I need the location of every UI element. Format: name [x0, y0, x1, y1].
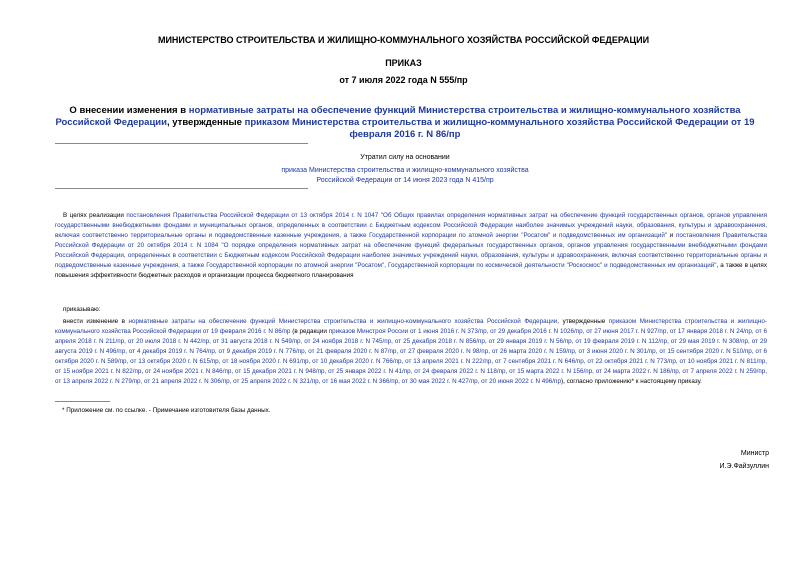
amendments-link[interactable]: приказов Минстроя России от 1 июня 2016 г. N 373/пр, от 29 декабря 2016 г. N 1026/пр, от 27 июня 2017 г. N 927/пр, от 17 января 2018 г. N 24/пр, от 6 апреля 2018 г. N 211/пр, от 20 июля 2018 г. N 442/пр, от 31 августа 2018 г. N 549/пр, от 24 ноября 2018 г. N 745/пр, от 25 декабря 2018 г. N 856/пр, от 29 января 2019 г. N 56/пр, от 19 февраля 2019 г. N 112/пр, от 29 мая 2019 г. N 308/пр, от 29 августа 2019 г. N 496/пр, от 4 декабря 2019 г. N 764/пр, от 9 декабря 2019 г. N 776/пр, от 21 февраля 2020 г. N 87/пр, от 27 февраля 2020 г. N 98/пр, от 26 марта 2020 г. N 159/пр, от 3 июня 2020 г. N 301/пр, от 15 сентября 2020 г. N 510/пр, от 6 октября 2020 г. N 589/пр, от 13 октября 2020 г. N 615/пр, от 18 ноября 2020 г. N 691/пр, от 10 декабря 2020 г. N 766/пр, от 13 апреля 2021 г. N 222/пр, от 7 сентября 2021 г. N 646/пр, от 22 октября 2021 г. N 773/пр, от 10 ноября 2021 г. N 811/пр, от 15 ноября 2021 г. N 822/пр, от 24 ноября 2021 г. N 846/пр, от 15 декабря 2021 г. N 948/пр, от 25 января 2022 г. N 41/пр, от 24 февраля 2022 г. N 118/пр, от 15 марта 2022 г. N 156/пр, от 24 марта 2022 г. N 186/пр, от 7 апреля 2022 г. N 259/пр, от 13 апреля 2022 г. N 279/пр, от 21 апреля 2022 г. N 306/пр, от 25 апреля 2022 г. N 321/пр, от 16 мая 2022 г. N 366/пр, от 30 мая 2022 г. N 427/пр, от 20 июня 2022 г. N 496/пр [55, 328, 767, 385]
lost-force-link[interactable]: приказа Министерства строительства и жилищно-коммунального хозяйства [281, 167, 529, 174]
signatory-position: Министр [740, 450, 769, 457]
paragraph-text: и [667, 232, 676, 239]
order-paragraph [55, 317, 767, 387]
paragraph-text: , а также в целях повышения эффективности бюджетных расходов и организации процесса бюджетного планирования [55, 262, 767, 279]
title-text: , утвержденные [167, 117, 245, 128]
lost-force-notice [230, 153, 580, 186]
signature-block [720, 449, 770, 472]
divider [55, 188, 308, 189]
ministry-heading: МИНИСТЕРСТВО СТРОИТЕЛЬСТВА И ЖИЛИЩНО-КОММУНАЛЬНОГО ХОЗЯЙСТВА РОССИЙСКОЙ ФЕДЕРАЦИИ [157, 35, 650, 45]
order-86-link[interactable]: приказом Министерства строительства и жилищно-коммунального хозяйства Российской Федерации от 19 февраля 2016 г. N 86/пр [55, 318, 767, 335]
preamble-paragraph [55, 211, 767, 281]
lost-force-label: Утратил силу на основании [360, 154, 450, 161]
document-date-number: от 7 июля 2022 года N 555/пр [339, 75, 468, 85]
title-link-order[interactable]: приказом Министерства строительства и жилищно-коммунального хозяйства Российской Федерации от 19 февраля 2016 г. N 86/пр [244, 117, 755, 140]
divider [55, 143, 308, 144]
lost-force-link[interactable]: Российской Федерации от 14 июня 2023 года N 415/пр [316, 177, 494, 184]
signatory-name: И.Э.Файзуллин [719, 463, 769, 470]
paragraph-text: В целях реализации [63, 212, 127, 219]
decree-1084-link[interactable]: постановления Правительства Российской Федерации от 20 октября 2014 г. N 1084 "О порядке определения нормативных затрат на обеспечение функций федеральных государственных органов, органов управления государственными внебюджетными фондами Российской Федерации, определенных в соответствии с Бюджетным кодексом Российской Федерации наиболее значимых учреждений науки, образования, культуры и здравоохранения, включая соответственно территориальные органы и подведомственные казенные учреждения, а также Государственной корпорации по атомной энергии "Росатом", Государственной корпорации по космической деятельности "Роскосмос" и подведомственных им организаций" [55, 232, 767, 269]
paragraph-text: , утвержденные [557, 318, 609, 325]
paragraph-text: ), согласно приложению* к настоящему приказу. [560, 378, 702, 385]
order-word: приказываю: [63, 306, 101, 313]
title-link-norms[interactable]: нормативные затраты на обеспечение функций Министерства строительства и жилищно-коммунального хозяйства Российской Федерации [55, 105, 741, 128]
norms-link[interactable]: нормативные затраты на обеспечение функций Министерства строительства и жилищно-коммунального хозяйства Российской Федерации [128, 318, 558, 325]
decree-1047-link[interactable]: постановления Правительства Российской Федерации от 13 октября 2014 г. N 1047 "Об Общих правилах определения нормативных затрат на обеспечение функций государственных органов, органов управления государственными внебюджетными фондами и муниципальных органов, определенных в соответствии с Бюджетным кодексом Российской Федерации наиболее значимых учреждений науки, образования, культуры и здравоохранения, включая соответственно территориальные органы и подведомственные казенные учреждения, а также Государственной корпорации по атомной энергии "Росатом" и подведомственных им организаций" [55, 212, 767, 239]
paragraph-text: внести изменение в [63, 318, 129, 325]
title-text: О внесении изменения в [69, 105, 189, 116]
footnote-divider [55, 401, 110, 402]
paragraph-text: (в редакции [290, 328, 329, 335]
footnote: * Приложение см. по ссылке. - Примечание изготовителя базы данных. [62, 407, 271, 414]
document-title [55, 105, 755, 141]
document-type: ПРИКАЗ [385, 58, 422, 68]
